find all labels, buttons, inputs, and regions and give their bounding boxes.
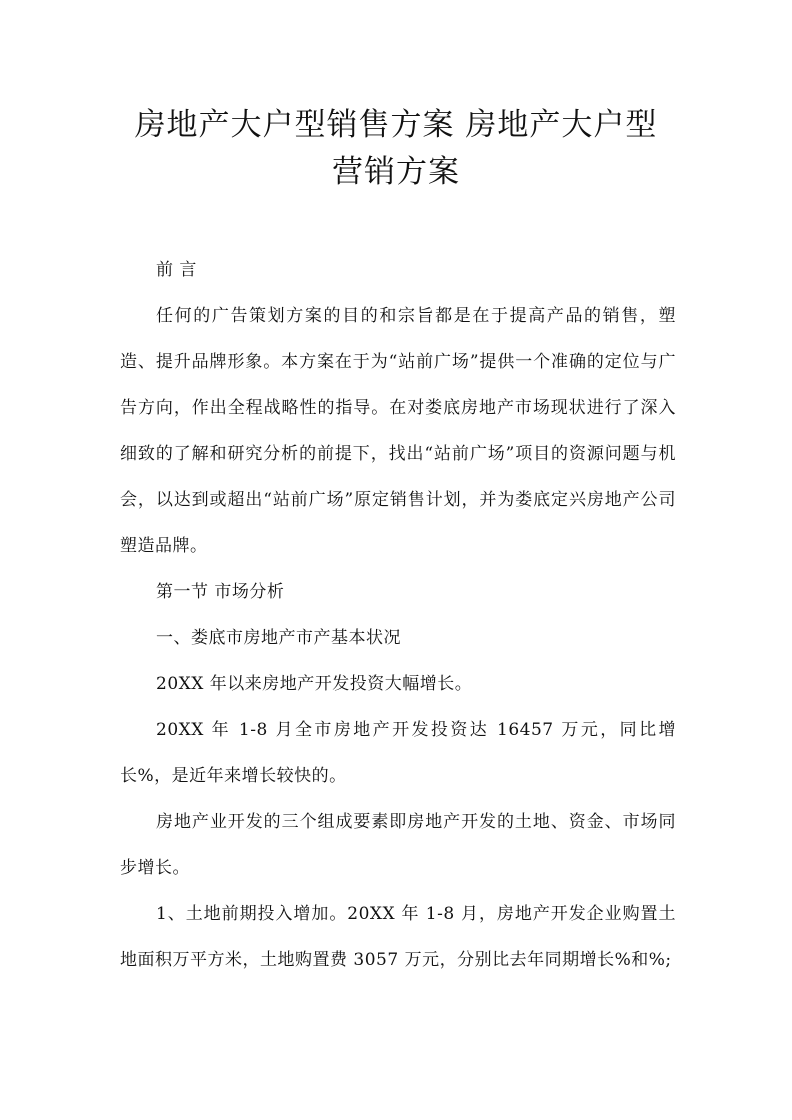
document-title-line-2: 营销方案 xyxy=(332,154,460,190)
subheading-basic-status: 一、娄底市房地产市产基本状况 xyxy=(156,628,401,648)
document-body xyxy=(120,247,676,983)
section-heading-market-analysis: 第一节 市场分析 xyxy=(156,582,285,602)
paragraph-investment-figures: 20XX 年 1-8 月全市房地产开发投资达 16457 万元，同比增长%，是近年来增长较快的。 xyxy=(120,720,676,786)
paragraph-investment-growth: 20XX 年以来房地产开发投资大幅增长。 xyxy=(156,674,473,694)
document-title-line-1: 房地产大户型销售方案 房地产大户型 xyxy=(134,107,658,143)
paragraph-land-investment: 1、土地前期投入增加。20XX 年 1-8 月，房地产开发企业购置土地面积万平方米，土地购置费 3057 万元，分别比去年同期增长%和%; xyxy=(120,904,676,970)
section-heading-preface: 前 言 xyxy=(156,260,197,280)
paragraph-introduction: 任何的广告策划方案的目的和宗旨都是在于提高产品的销售，塑造、提升品牌形象。本方案在于为“站前广场”提供一个准确的定位与广告方向，作出全程战略性的指导。在对娄底房地产市场现状进行了深入细致的了解和研究分析的前提下，找出“站前广场”项目的资源问题与机会，以达到或超出“站前广场”原定销售计划，并为娄底定兴房地产公司塑造品牌。 xyxy=(120,306,676,556)
paragraph-three-elements: 房地产业开发的三个组成要素即房地产开发的土地、资金、市场同步增长。 xyxy=(120,812,676,878)
